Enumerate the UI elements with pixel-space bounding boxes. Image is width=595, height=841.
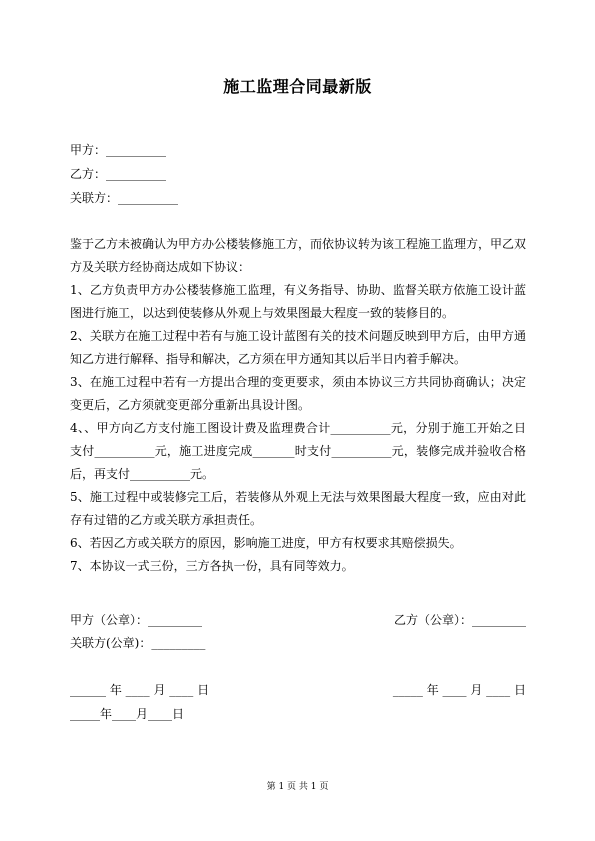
contract-body bbox=[70, 233, 526, 578]
clause-6: 6、若因乙方或关联方的原因，影响施工进度，甲方有权要求其赔偿损失。 bbox=[70, 536, 462, 550]
preamble-paragraph: 鉴于乙方未被确认为甲方办公楼装修施工方，而依协议转为该工程施工监理方，甲乙双方及关联方经协商达成如下协议： bbox=[70, 237, 527, 274]
clause-2: 2、关联方在施工过程中若有与施工设计蓝图有关的技术问题反映到甲方后，由甲方通知乙方进行解释、指导和解决，乙方须在甲方通知其以后半日内着手解决。 bbox=[70, 329, 526, 366]
clause-5: 5、施工过程中或装修完工后，若装修从外观上无法与效果图最大程度一致，应由对此存有过错的乙方或关联方承担责任。 bbox=[70, 490, 526, 527]
date-left: ______ 年 ____ 月 ____ 日 bbox=[70, 683, 210, 697]
party-b-line: 乙方：__________ bbox=[70, 167, 167, 181]
seal-row bbox=[70, 611, 526, 628]
date-row bbox=[70, 681, 526, 698]
party-a-seal: 甲方（公章）：_________ bbox=[70, 613, 203, 627]
clause-3: 3、在施工过程中若有一方提出合理的变更要求，须由本协议三方共同协商确认；决定变更后，乙方须就变更部分重新出具设计图。 bbox=[70, 375, 526, 412]
party-a-line: 甲方：__________ bbox=[70, 143, 167, 157]
related-party-seal: 关联方(公章)：_________ bbox=[70, 636, 206, 650]
document-title: 施工监理合同最新版 bbox=[223, 77, 372, 96]
party-b-seal: 乙方（公章）：_________ bbox=[393, 613, 526, 627]
clause-7: 7、本协议一式三份，三方各执一份，具有同等效力。 bbox=[70, 559, 354, 573]
page-footer: 第 1 页 共 1 页 bbox=[266, 782, 329, 792]
clause-1: 1、乙方负责甲方办公楼装修施工监理，有义务指导、协助、监督关联方依施工设计蓝图进行施工，以达到使装修从外观上与效果图最大程度一致的装修目的。 bbox=[70, 283, 526, 320]
date-right: _____ 年 ____ 月 ____ 日 bbox=[392, 683, 526, 697]
related-party-line: 关联方：__________ bbox=[70, 191, 179, 205]
date-third: _____年____月____日 bbox=[70, 707, 185, 721]
clause-4: 4、、甲方向乙方支付施工图设计费及监理费合计__________元，分别于施工开始之日支付__________元，施工进度完成_______时支付__________元，装修完成并验收合格后，再支付__________元。 bbox=[70, 421, 526, 481]
